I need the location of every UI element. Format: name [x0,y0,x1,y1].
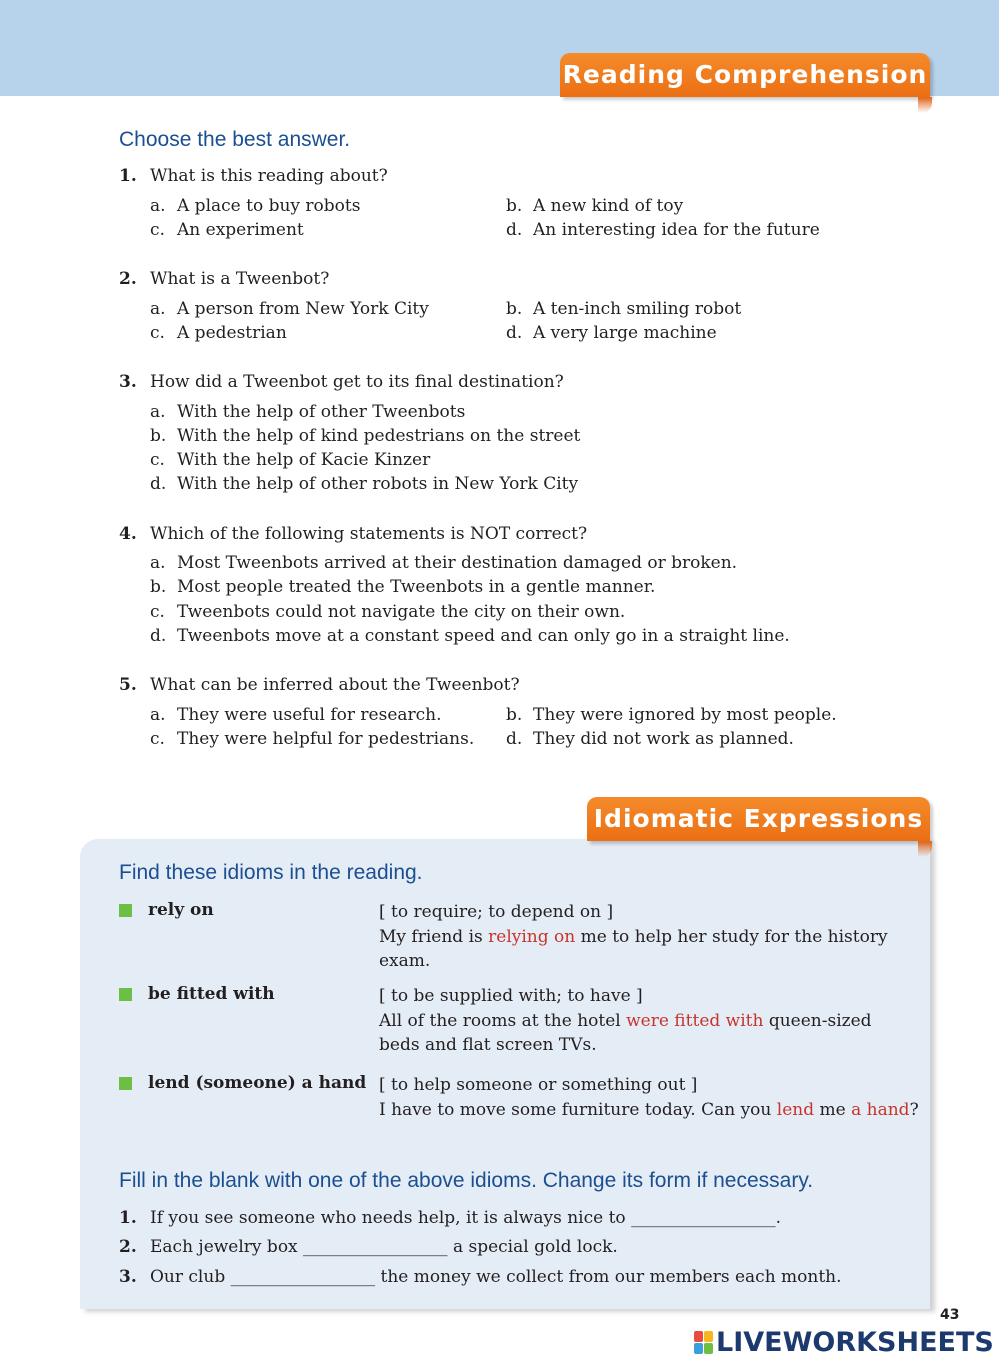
answer-option-3c[interactable] [150,450,430,470]
option-text: A person from New York City [177,299,429,319]
example-highlight: relying on [488,926,576,947]
example-highlight: were fitted with [626,1010,764,1031]
question-number: 1. [119,166,137,186]
question-text: What is this reading about? [150,166,388,186]
option-text: They did not work as planned. [533,729,794,749]
answer-option-1c[interactable] [150,220,304,240]
liveworksheets-icon [694,1331,713,1354]
option-text: An interesting idea for the future [533,220,820,240]
option-text: With the help of other robots in New York City [177,474,579,494]
option-letter: d. [506,220,523,240]
option-letter: d. [506,323,523,343]
answer-option-5b[interactable] [506,705,837,725]
idiom-definition-block [379,984,899,1058]
option-text: Most Tweenbots arrived at their destination damaged or broken. [177,553,738,573]
item-text-after: . [775,1208,781,1228]
example-text: queen-sized beds and flat screen TVs. [379,1010,872,1055]
answer-option-1b[interactable] [506,196,683,216]
item-text [150,1208,781,1228]
option-text: Tweenbots could not navigate the city on their own. [177,602,626,622]
example-text: me [814,1099,852,1120]
answer-option-4b[interactable] [150,577,655,597]
option-letter: d. [150,626,167,646]
answer-option-3a[interactable] [150,402,465,422]
answer-option-1d[interactable] [506,220,820,240]
option-letter: a. [150,705,166,725]
green-square-bullet-icon [119,904,132,917]
option-letter: b. [506,299,523,319]
idiom-term: be fitted with [148,984,275,1004]
example-text: ? [909,1099,919,1120]
option-letter: a. [150,299,166,319]
option-text: With the help of other Tweenbots [177,402,466,422]
idiom-definition: [ to be supplied with; to have ] [379,986,643,1006]
answer-option-4a[interactable] [150,553,737,573]
brand-name: LIVEWORKSHEETS [716,1326,994,1358]
idiom-example [379,1098,919,1123]
green-square-bullet-icon [119,988,132,1001]
idiom-example [379,925,899,974]
option-letter: c. [150,729,165,749]
option-text: They were helpful for pedestrians. [177,729,475,749]
idiom-definition: [ to require; to depend on ] [379,902,614,922]
item-text-before: Our club [150,1267,231,1287]
option-letter: b. [506,196,523,216]
reading-comprehension-tab: Reading Comprehension [560,53,930,97]
idiom-definition: [ to help someone or something out ] [379,1075,698,1095]
fill-in-blank-heading: Fill in the blank with one of the above idioms. Change its form if necessary. [119,1169,814,1192]
answer-option-5a[interactable] [150,705,442,725]
question-text: What is a Tweenbot? [150,269,330,289]
idiom-term: rely on [148,900,214,920]
idiomatic-expressions-tab: Idiomatic Expressions [587,797,930,841]
option-letter: a. [150,196,166,216]
idiom-term: lend (someone) a hand [148,1073,367,1093]
page-number: 43 [940,1307,960,1323]
option-text: An experiment [177,220,304,240]
example-text: me to help her study for the history exam. [379,926,888,971]
option-letter: a. [150,553,166,573]
option-text: A place to buy robots [177,196,361,216]
example-highlight: a hand [851,1099,910,1120]
answer-option-5d[interactable] [506,729,794,749]
option-text: They were ignored by most people. [533,705,837,725]
question-number: 5. [119,675,137,695]
green-square-bullet-icon [119,1077,132,1090]
option-letter: d. [506,729,523,749]
example-text: All of the rooms at the hotel [379,1010,627,1031]
item-text-before: Each jewelry box [150,1237,304,1257]
answer-blank[interactable]: _________________ [230,1267,376,1287]
liveworksheets-logo[interactable] [694,1326,994,1358]
answer-option-1a[interactable] [150,196,360,216]
answer-option-2d[interactable] [506,323,717,343]
option-text: A pedestrian [177,323,287,343]
option-letter: b. [506,705,523,725]
answer-option-5c[interactable] [150,729,474,749]
option-text: They were useful for research. [177,705,442,725]
option-letter: c. [150,450,165,470]
question-text: How did a Tweenbot get to its final destination? [150,372,564,392]
item-text [150,1267,842,1287]
option-letter: b. [150,577,167,597]
option-text: With the help of kind pedestrians on the street [177,426,581,446]
idiom-example [379,1009,899,1058]
item-number: 1. [119,1208,137,1228]
item-text-before: If you see someone who needs help, it is always nice to [150,1208,632,1228]
answer-option-2a[interactable] [150,299,429,319]
choose-best-answer-heading: Choose the best answer. [119,128,351,151]
answer-option-2c[interactable] [150,323,287,343]
item-number: 3. [119,1267,137,1287]
example-text: My friend is [379,926,489,947]
option-letter: a. [150,402,166,422]
idiom-definition-block [379,900,899,974]
item-text-after: a special gold lock. [447,1237,618,1257]
answer-blank[interactable]: _________________ [631,1208,776,1228]
answer-option-4c[interactable] [150,602,625,622]
item-number: 2. [119,1237,137,1257]
option-letter: c. [150,602,165,622]
option-letter: b. [150,426,167,446]
question-number: 3. [119,372,137,392]
example-text: I have to move some furniture today. Can you [379,1099,777,1120]
option-text: Tweenbots move at a constant speed and can only go in a straight line. [177,626,790,646]
example-highlight: lend [776,1099,815,1120]
idiom-definition-block [379,1073,919,1122]
question-text: What can be inferred about the Tweenbot? [150,675,520,695]
option-text: A ten-inch smiling robot [533,299,742,319]
question-number: 2. [119,269,137,289]
answer-option-2b[interactable] [506,299,741,319]
find-idioms-heading: Find these idioms in the reading. [119,861,423,884]
answer-blank[interactable]: _________________ [303,1237,448,1257]
option-text: A new kind of toy [533,196,684,216]
answer-option-4d[interactable] [150,626,790,646]
option-letter: d. [150,474,167,494]
item-text [150,1237,618,1257]
item-text-after: the money we collect from our members each month. [375,1267,842,1287]
answer-option-3b[interactable] [150,426,580,446]
option-text: With the help of Kacie Kinzer [177,450,431,470]
question-text: Which of the following statements is NOT correct? [150,524,588,544]
option-text: A very large machine [533,323,717,343]
question-number: 4. [119,524,137,544]
option-letter: c. [150,323,165,343]
option-letter: c. [150,220,165,240]
answer-option-3d[interactable] [150,474,578,494]
option-text: Most people treated the Tweenbots in a gentle manner. [177,577,656,597]
